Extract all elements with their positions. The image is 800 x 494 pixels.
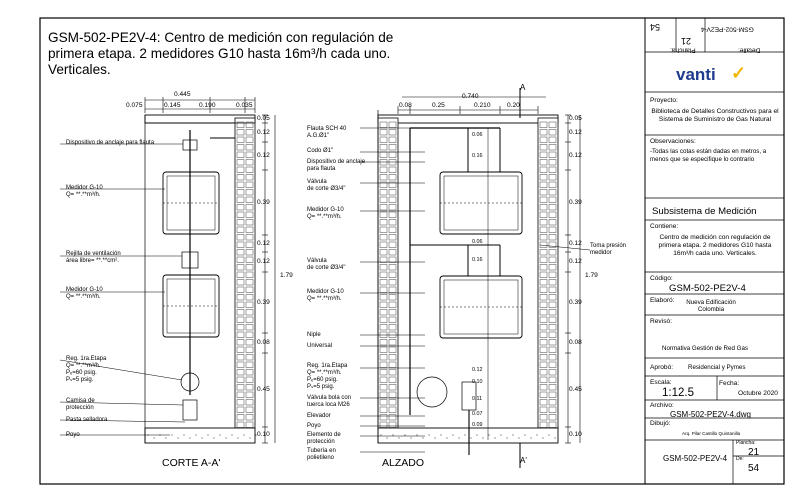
left-label-vent: Rejilla de ventilación área libre= **.**cm². bbox=[66, 251, 121, 264]
left-vdim-4: 0.39 bbox=[257, 198, 270, 206]
tb-plancha-rotated: 21 bbox=[681, 36, 692, 46]
tb-code-label: Código: bbox=[650, 275, 673, 282]
slab-hatch bbox=[237, 437, 238, 438]
slab-hatch bbox=[488, 434, 489, 435]
right-label-pressure: Toma presión medidor bbox=[590, 243, 627, 256]
tb-scale-label: Escala: bbox=[650, 379, 672, 386]
slab-hatch bbox=[380, 434, 381, 435]
right-label-meter1: Medidor G-10 Q= **.**m³/h. bbox=[307, 207, 344, 220]
left-label-paste: Pasta selladora bbox=[66, 417, 108, 423]
slab-hatch bbox=[201, 437, 202, 438]
tb-sheet-code-rotated: GSM-502-PE2V-4 bbox=[701, 25, 754, 33]
left-vdim-3: 0.12 bbox=[257, 152, 270, 159]
slab-hatch bbox=[392, 434, 393, 435]
slab-hatch bbox=[476, 434, 477, 435]
tb-de: 54 bbox=[748, 463, 760, 474]
tb-date: Octubre 2020 bbox=[738, 390, 778, 397]
slab-hatch bbox=[416, 434, 417, 435]
right-label-ball-valve: Válvula bola con tuerca loca M26 bbox=[307, 395, 352, 408]
right-inner-dim-6: 0.10 bbox=[472, 379, 483, 385]
right-vdim-10: 0.10 bbox=[569, 431, 582, 438]
tb-code: GSM-502-PE2V-4 bbox=[669, 283, 746, 294]
slab-hatch bbox=[494, 437, 495, 438]
slab-hatch bbox=[554, 437, 555, 438]
right-sub-dim-1: 0.08 bbox=[399, 102, 412, 109]
left-sub-dim-2: 0.145 bbox=[164, 102, 181, 109]
slab-hatch bbox=[440, 434, 441, 435]
left-vdim-7: 0.39 bbox=[257, 298, 270, 306]
right-vdim-8: 0.08 bbox=[569, 339, 582, 346]
slab-hatch bbox=[452, 434, 453, 435]
left-label-sleeve: Camisa de protección bbox=[66, 398, 95, 411]
floor-slab bbox=[145, 428, 255, 443]
left-vdim-9: 0.45 bbox=[257, 386, 270, 393]
block-wall bbox=[378, 118, 398, 428]
tb-plancha-label: Plancha: bbox=[670, 46, 696, 54]
left-sleeve bbox=[183, 400, 197, 420]
slab-hatch bbox=[207, 434, 208, 435]
slab-hatch bbox=[213, 437, 214, 438]
corte-view bbox=[60, 97, 275, 443]
right-label-meter2: Medidor G-10 Q= **.**m³/h. bbox=[307, 289, 344, 302]
slab-hatch bbox=[225, 437, 226, 438]
tb-subsystem: Subsistema de Medición bbox=[652, 206, 757, 217]
left-vdim-10: 0.10 bbox=[257, 431, 270, 438]
right-vdim-2: 0.12 bbox=[569, 128, 582, 136]
right-vdim-1: 0.05 bbox=[569, 115, 582, 122]
tb-contains-label: Contiene: bbox=[650, 223, 679, 230]
slab-hatch bbox=[530, 437, 531, 438]
right-label-pipe: Tubería en polietileno bbox=[307, 448, 336, 461]
left-top-dim: 0.445 bbox=[174, 91, 191, 98]
slab-hatch bbox=[171, 434, 172, 435]
left-label-regulator: Reg. 1ra.Etapa Q= **.**m³/h. Pₑ=60 psig. Pₛ=5 psig. bbox=[66, 356, 107, 383]
right-label-protection: Elemento de protección bbox=[307, 432, 341, 445]
brand-check-icon: ✓ bbox=[731, 63, 747, 83]
left-vdim-6: 0.12 bbox=[257, 258, 270, 265]
right-caption: ALZADO bbox=[382, 457, 425, 469]
right-inner-dim-8: 0.07 bbox=[472, 411, 483, 417]
tb-plancha2: 21 bbox=[748, 447, 760, 458]
slab-hatch bbox=[434, 437, 435, 438]
right-label-elevator: Elevador bbox=[307, 413, 331, 419]
left-vdim-8: 0.08 bbox=[257, 339, 270, 346]
tb-date-label: Fecha: bbox=[719, 380, 740, 387]
right-sub-dim-4: 0.20 bbox=[507, 102, 520, 109]
slab-hatch bbox=[189, 437, 190, 438]
right-inner-dim-7: 0.11 bbox=[472, 396, 483, 402]
left-vdim-2: 0.12 bbox=[257, 128, 270, 136]
slab-hatch bbox=[177, 437, 178, 438]
slab-hatch bbox=[518, 437, 519, 438]
slab-hatch bbox=[536, 434, 537, 435]
slab-hatch bbox=[195, 434, 196, 435]
slab-hatch bbox=[458, 437, 459, 438]
block-wall bbox=[538, 118, 558, 428]
right-inner-dim-3: 0.06 bbox=[472, 239, 483, 245]
slab-hatch bbox=[482, 437, 483, 438]
tb-file: GSM-502-PE2V-4.dwg bbox=[670, 410, 751, 419]
right-inner-dim-9: 0.09 bbox=[472, 422, 483, 428]
left-label-meter2: Medidor G-10 Q= **.**m³/h. bbox=[66, 287, 103, 300]
slab-hatch bbox=[243, 434, 244, 435]
tb-project: Biblioteca de Detalles Constructivos para el Sistema de Suministro de Gas Natural bbox=[651, 108, 779, 123]
tb-de-rotated: 54 bbox=[650, 22, 661, 32]
right-inner-dim-4: 0.16 bbox=[472, 257, 483, 263]
right-inner-dim-2: 0.16 bbox=[472, 153, 483, 159]
tb-bottom-code: GSM-502-PE2V-4 bbox=[663, 454, 728, 463]
block-wall bbox=[235, 118, 255, 428]
right-inner-dim-1: 0.06 bbox=[472, 132, 483, 138]
brand-logo: vanti bbox=[676, 65, 716, 84]
tb-review-label: Revisó: bbox=[650, 318, 672, 325]
right-vdim-6: 0.12 bbox=[569, 258, 582, 265]
left-sub-dim-1: 0.075 bbox=[126, 102, 143, 109]
right-label-regulator: Reg. 1ra.Etapa Q= **.**m³/h. Pₑ=60 psig. Pₛ=5 psig. bbox=[307, 363, 348, 390]
slab-hatch bbox=[183, 434, 184, 435]
right-total-height: 1.79 bbox=[585, 272, 598, 279]
slab-hatch bbox=[500, 434, 501, 435]
slab-hatch bbox=[506, 437, 507, 438]
slab-hatch bbox=[153, 437, 154, 438]
slab-hatch bbox=[524, 434, 525, 435]
left-sub-dim-3: 0.190 bbox=[199, 102, 216, 109]
right-label-anchor: Dispositivo de anclaje para flauta bbox=[307, 159, 366, 172]
drawing-title: GSM-502-PE2V-4: Centro de medición con regulación de primera etapa. 2 medidores G10 hasta 16m³/h cada uno. Verticales. bbox=[48, 30, 394, 77]
tb-draw: Arq. Pilar Castillo Quintanilla bbox=[682, 431, 741, 436]
tb-draw-label: Dibujó: bbox=[650, 420, 671, 427]
right-regulator bbox=[417, 377, 447, 407]
left-caption: CORTE A-A' bbox=[162, 457, 221, 469]
right-sub-dim-2: 0.25 bbox=[432, 102, 445, 109]
tb-plancha2-label: Plancha: bbox=[736, 440, 756, 446]
right-vdim-7: 0.39 bbox=[569, 298, 582, 306]
tb-obs: -Todas las cotas están dadas en metros, a menos que se especifique lo contrario bbox=[650, 148, 767, 163]
tb-scale: 1:12.5 bbox=[662, 387, 694, 399]
top-cap bbox=[378, 115, 558, 123]
slab-hatch bbox=[404, 434, 405, 435]
slab-hatch bbox=[231, 434, 232, 435]
slab-hatch bbox=[165, 437, 166, 438]
slab-hatch bbox=[422, 437, 423, 438]
slab-hatch bbox=[428, 434, 429, 435]
tb-approve-label: Aprobó: bbox=[650, 364, 674, 371]
slab-hatch bbox=[398, 437, 399, 438]
slab-hatch bbox=[219, 434, 220, 435]
slab-hatch bbox=[464, 434, 465, 435]
left-total-height: 1.79 bbox=[280, 272, 293, 279]
right-label-flute: Flauta SCH 40 A.G.Ø1" bbox=[307, 126, 347, 139]
section-mark-top: A bbox=[520, 83, 526, 92]
right-label-valve1: Válvula de corte Ø3/4" bbox=[307, 179, 346, 192]
tb-project-label: Proyecto: bbox=[650, 97, 678, 104]
tb-obs-label: Observaciones: bbox=[650, 138, 696, 145]
right-label-union: Universal bbox=[307, 343, 333, 349]
left-vdim-5: 0.12 bbox=[257, 239, 270, 247]
slab-hatch bbox=[542, 437, 543, 438]
section-mark-bottom: A' bbox=[520, 456, 527, 465]
slab-hatch bbox=[410, 437, 411, 438]
slab-hatch bbox=[512, 434, 513, 435]
tb-de-label: De: bbox=[736, 456, 744, 462]
right-inner-dim-5: 0.12 bbox=[472, 367, 483, 373]
right-sub-dim-3: 0.210 bbox=[474, 102, 491, 109]
right-vdim-3: 0.12 bbox=[569, 152, 582, 159]
right-label-elbow: Codo Ø1" bbox=[307, 148, 334, 154]
tb-sheet-label: Detalle: bbox=[738, 46, 761, 54]
right-label-niple: Niple bbox=[307, 332, 321, 338]
left-vdim-1: 0.05 bbox=[257, 115, 270, 122]
slab-hatch bbox=[386, 437, 387, 438]
slab-hatch bbox=[446, 437, 447, 438]
left-label-anchor: Dispositivo de anclaje para flauta bbox=[66, 140, 155, 146]
right-vdim-4: 0.39 bbox=[569, 198, 582, 206]
slab-hatch bbox=[548, 434, 549, 435]
right-vdim-5: 0.12 bbox=[569, 239, 582, 247]
tb-made-label: Elaboró: bbox=[650, 297, 675, 304]
right-label-valve2: Válvula de corte Ø3/4" bbox=[307, 258, 346, 271]
slab-hatch bbox=[470, 437, 471, 438]
tb-contains: Centro de medición con regulación de primera etapa. 2 medidores G10 hasta 16m³/h cada uno. Verticales. bbox=[658, 234, 772, 257]
right-label-floor: Poyo bbox=[307, 423, 321, 429]
slab-hatch bbox=[249, 437, 250, 438]
right-vdim-9: 0.45 bbox=[569, 386, 582, 393]
tb-made: Nueva Edificación Colombia bbox=[686, 299, 736, 313]
tb-file-label: Archivo: bbox=[650, 402, 674, 409]
tb-approve: Residencial y Pymes bbox=[688, 364, 746, 371]
right-top-dim: 0.740 bbox=[462, 93, 479, 100]
tb-review: Normativa Gestión de Red Gas bbox=[662, 345, 748, 352]
left-label-meter1: Medidor G-10 Q= **.**m³/h. bbox=[66, 185, 103, 198]
left-label-floor: Poyo bbox=[66, 432, 80, 438]
left-sub-dim-4: 0.035 bbox=[236, 102, 253, 109]
